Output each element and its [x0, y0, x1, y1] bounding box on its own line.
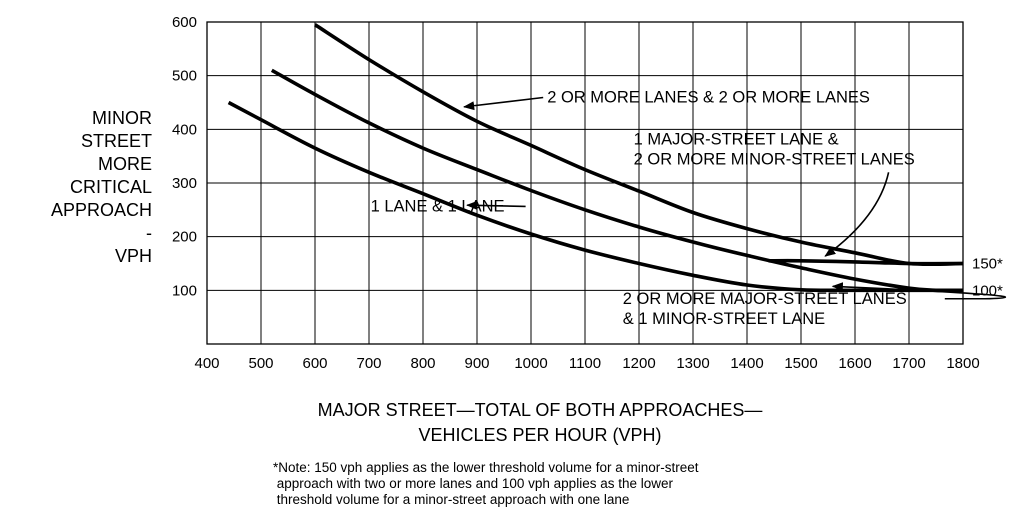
- annotation-arrow: [825, 172, 888, 256]
- x-tick-label: 600: [302, 355, 328, 372]
- x-tick-label: 1100: [568, 355, 602, 372]
- series-line: [769, 261, 963, 264]
- annotation-label: 1 LANE & 1 LANE: [370, 197, 505, 216]
- annotation-label: & 1 MINOR-STREET LANE: [622, 309, 826, 328]
- footnote: [273, 460, 698, 508]
- footnote-line: threshold volume for a minor-street approach with one lane: [273, 492, 630, 507]
- annotation-label: 2 OR MORE MAJOR-STREET LANES: [622, 289, 907, 308]
- x-tick-label: 400: [194, 355, 220, 372]
- annotation-label: 1 MAJOR-STREET LANE &: [633, 130, 839, 149]
- y-axis-label-line: VPH: [114, 246, 152, 266]
- x-tick-label: 1600: [838, 355, 872, 372]
- end-label: 150*: [972, 255, 1003, 273]
- x-tick-label: 1400: [730, 355, 764, 372]
- annotation-label: 2 OR MORE MINOR-STREET LANES: [633, 150, 915, 169]
- y-tick-label: 300: [171, 175, 197, 192]
- x-tick-label: 1000: [514, 355, 548, 372]
- x-tick-label: 1800: [946, 355, 980, 372]
- y-axis-label-line: STREET: [80, 131, 152, 151]
- x-tick-label: 800: [410, 355, 436, 372]
- x-tick-label: 1700: [892, 355, 926, 372]
- y-tick-label: 600: [171, 14, 197, 31]
- footnote-line: approach with two or more lanes and 100 vph applies as the lower: [273, 476, 673, 491]
- x-tick-label: 1500: [784, 355, 818, 372]
- x-tick-label: 500: [248, 355, 274, 372]
- y-tick-label: 400: [171, 121, 197, 139]
- x-axis-label-line: VEHICLES PER HOUR (VPH): [418, 425, 662, 445]
- y-axis-label-line: APPROACH -: [50, 200, 152, 243]
- x-tick-label: 1300: [676, 355, 710, 372]
- y-axis-label-line: MORE: [98, 154, 152, 174]
- x-tick-label: 900: [464, 355, 490, 372]
- y-tick-label: 100: [171, 282, 197, 300]
- y-axis-label-line: MINOR: [92, 108, 152, 128]
- x-axis-label-line: MAJOR STREET—TOTAL OF BOTH APPROACHES—: [317, 400, 763, 420]
- y-tick-label: 200: [171, 228, 197, 246]
- end-label: 100*: [972, 282, 1003, 300]
- y-tick-label: 500: [171, 67, 197, 85]
- x-tick-label: 700: [356, 355, 382, 372]
- footnote-line: *Note: 150 vph applies as the lower threshold volume for a minor-street: [273, 460, 699, 475]
- y-axis-label: [40, 107, 152, 268]
- y-axis-label-line: CRITICAL: [69, 177, 152, 197]
- x-tick-label: 1200: [622, 355, 656, 372]
- annotation-label: 2 OR MORE LANES & 2 OR MORE LANES: [547, 88, 870, 107]
